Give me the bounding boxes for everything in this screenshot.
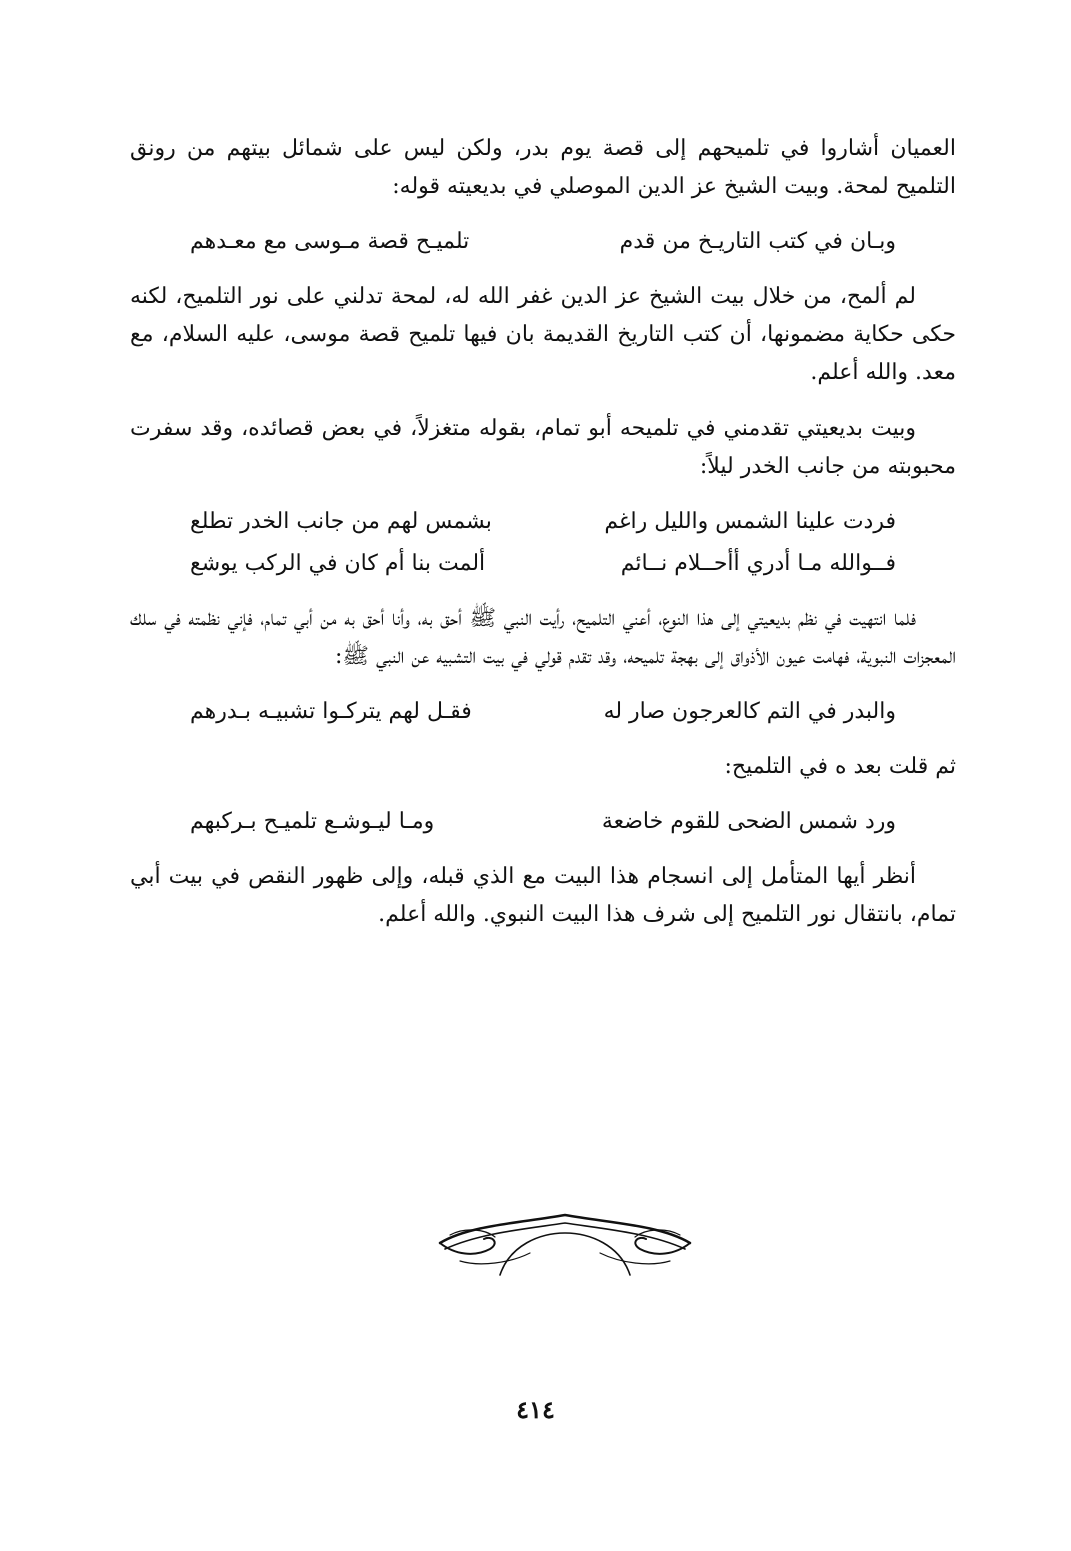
verse-second-hemistich: فقـل لهم يتركـوا تشبيـه بـدرهم: [190, 699, 472, 724]
page-number: ٤١٤: [516, 1395, 555, 1424]
verse-block: [130, 224, 956, 260]
verse-second-hemistich: بشمس لهم من جانب الخدر تطلع: [190, 509, 492, 534]
verse-first-hemistich: فردت علينا الشمس والليل راغم: [604, 509, 896, 534]
verse-second-hemistich: ألمت بنا أم كان في الركب يوشع: [190, 551, 486, 576]
verse-line: [130, 546, 956, 582]
paragraph: العميان أشاروا في تلميحهم إلى قصة يوم بدر، ولكن ليس على شمائل بيتهم من رونق التلميح لمحة. وبيت الشيخ عز الدين الموصلي في بديعيته قوله:: [130, 136, 956, 199]
paragraph: أنظر أيها المتأمل إلى انسجام هذا البيت مع الذي قبله، وإلى ظهور النقص في بيت أبي تمام، بانتقال نور التلميح إلى شرف هذا البيت النبوي. والله أعلم.: [130, 864, 956, 927]
paragraph: ثم قلت بعد ه في التلميح:: [724, 754, 956, 779]
ornament-flourish-icon: [430, 1205, 700, 1285]
verse-first-hemistich: ورد شمس الضحى للقوم خاضعة: [601, 809, 896, 834]
verse-line: [130, 694, 956, 730]
verse-line: [130, 224, 956, 260]
paragraph: وبيت بديعيتي تقدمني في تلميحه أبو تمام، بقوله متغزلاً، في بعض قصائده، وقد سفرت محبوبته من جانب الخدر ليلاً:: [130, 416, 956, 479]
verse-first-hemistich: والبدر في التم كالعرجون صار له: [603, 699, 896, 724]
verse-block: [130, 504, 956, 582]
verse-line: [130, 804, 956, 840]
verse-second-hemistich: ومـا ليـوشـع تلميـح بـركبهم: [190, 809, 435, 834]
verse-line: [130, 504, 956, 540]
verse-first-hemistich: وبـان في كتب التاريـخ من قدم: [619, 229, 896, 254]
verse-block: [130, 694, 956, 730]
verse-first-hemistich: فــوالله مـا أدري أأحــلام نــائم: [620, 551, 896, 576]
paragraph: لم ألمح، من خلال بيت الشيخ عز الدين غفر الله له، لمحة تدلني على نور التلميح، لكنه حكى حكاية مضمونها، أن كتب التاريخ القديمة بان فيها تلميح قصة موسى، عليه السلام، مع معد. والله أعلم.: [130, 284, 956, 385]
verse-block: [130, 804, 956, 840]
paragraph: فلما انتهيت في نظم بديعيتي إلى هذا النوع، أعني التلميح، رأيت النبي ﷺ أحق به، وأنا أحق به من أبي تمام، فإني نظمته في سلك المعجزات النبوية، فهامت عيون الأذواق إلى بهجة تلميحه، وقد تقدم قولي في بيت التشبيه عن النبي ﷺ:: [130, 606, 956, 669]
verse-second-hemistich: تلميـح قصة مـوسى مع معـدهم: [190, 229, 470, 254]
page-body: [130, 130, 956, 952]
